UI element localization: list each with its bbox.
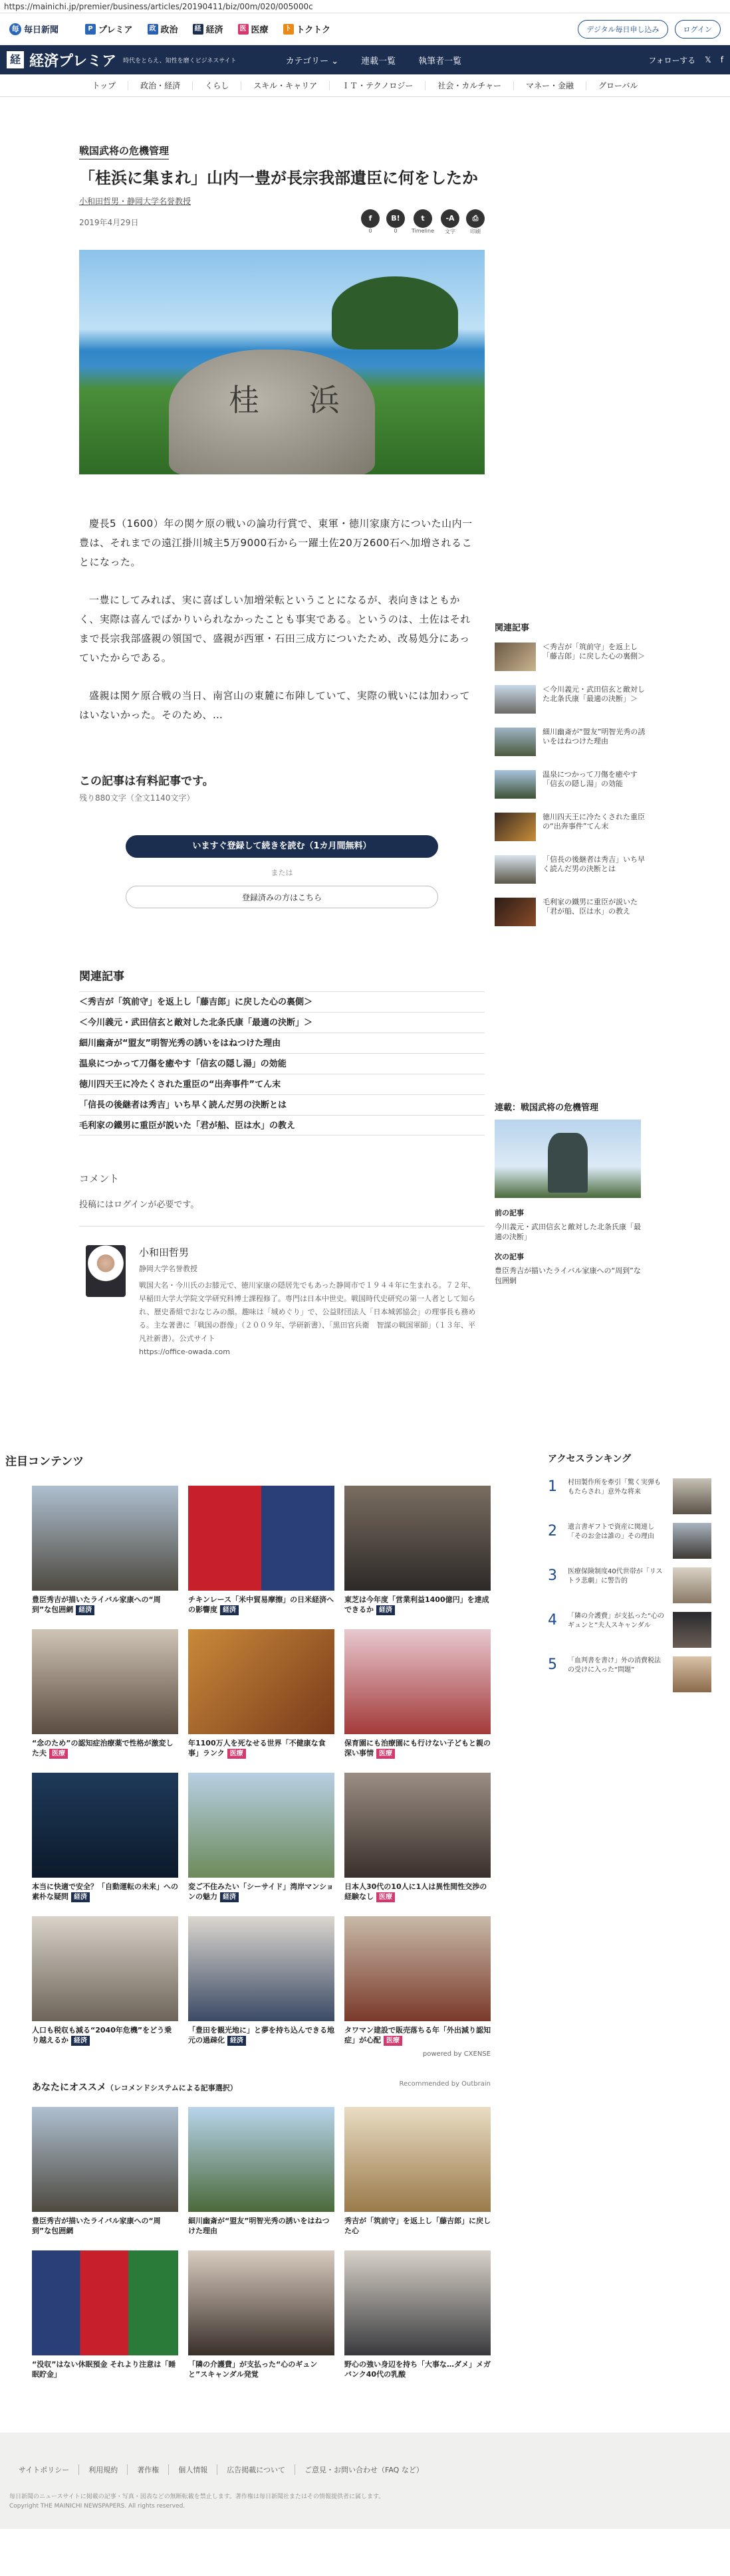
card-tag: 医療 bbox=[384, 2036, 402, 2046]
card-image bbox=[32, 1916, 178, 2021]
font-size-icon: -A bbox=[441, 209, 459, 228]
card-caption-text: 東芝は今年度「営業利益1400億円」を達成できるか bbox=[344, 1595, 489, 1614]
content-card[interactable] bbox=[344, 1629, 491, 1758]
category-skill[interactable]: スキル・キャリア bbox=[241, 81, 330, 90]
facebook-icon[interactable]: f bbox=[720, 55, 723, 64]
brand-name: 経済プレミア bbox=[29, 52, 117, 70]
ranking-title: アクセスランキング bbox=[548, 1454, 632, 1464]
service-medical[interactable] bbox=[238, 23, 269, 35]
access-ranking bbox=[548, 1452, 727, 1701]
chevron-down-icon: ⌄ bbox=[331, 56, 339, 66]
footer-copyright: Copyright THE MAINICHI NEWSPAPERS. All rights reserved. bbox=[9, 2503, 185, 2510]
content-card[interactable] bbox=[32, 1773, 178, 1902]
ranking-item[interactable] bbox=[548, 1612, 727, 1650]
related-item[interactable]: 細川幽斎が“盟友”明智光秀の誘いをはねつけた理由 bbox=[79, 1033, 485, 1053]
ranking-item[interactable] bbox=[548, 1523, 727, 1561]
card-tag: 医療 bbox=[49, 1749, 68, 1759]
sidebar-thumb bbox=[495, 855, 536, 884]
recommend-grid bbox=[32, 2107, 491, 2379]
card-image bbox=[32, 2250, 178, 2355]
card-tag: 経済 bbox=[220, 1892, 239, 1902]
share-twitter[interactable] bbox=[412, 209, 434, 235]
category-global[interactable]: グローバル bbox=[598, 80, 638, 90]
share-hatena[interactable] bbox=[386, 209, 405, 235]
sidebar-item-label: 細川幽斎が“盟友”明智光秀の誘いをはねつけた理由 bbox=[543, 728, 646, 745]
card-caption bbox=[344, 1882, 491, 1902]
service-label: 経済 bbox=[205, 25, 223, 35]
paywall bbox=[79, 771, 485, 908]
comment-login-note: 投稿にはログインが必要です。 bbox=[79, 1192, 485, 1227]
author-profile bbox=[79, 1245, 485, 1359]
content-card[interactable] bbox=[32, 1916, 178, 2045]
follow-label: フォローする bbox=[648, 55, 696, 65]
service-economy[interactable] bbox=[193, 23, 223, 35]
sidebar-item-label: 毛利家の鐵男に重臣が説いた「君が船、臣は水」の教え bbox=[543, 898, 638, 916]
facebook-icon: f bbox=[361, 209, 380, 228]
ranking-item-label: 「血判書を書け」外の消費税法の受けに入った“問題” bbox=[568, 1657, 661, 1674]
card-caption bbox=[32, 1738, 178, 1758]
ranking-number: 2 bbox=[548, 1523, 557, 1539]
content-card[interactable] bbox=[188, 1773, 334, 1902]
card-image bbox=[188, 2250, 334, 2355]
card-tag: 医療 bbox=[376, 1749, 395, 1759]
sidebar-item-label: 徳川四天王に冷たくされた重臣の“出奔事件”てん末 bbox=[543, 813, 645, 831]
related-item[interactable]: 徳川四天王に冷たくされた重臣の“出奔事件”てん末 bbox=[79, 1074, 485, 1094]
card-image bbox=[344, 1486, 491, 1591]
series-image bbox=[495, 1120, 641, 1198]
comment-title: コメント bbox=[79, 1173, 120, 1185]
print-icon: ⎙ bbox=[466, 209, 485, 228]
card-tag: 経済 bbox=[76, 1605, 94, 1615]
card-image bbox=[188, 1486, 334, 1591]
article-date: 2019年4月29日 bbox=[79, 218, 139, 227]
card-caption: 野心の強い身辺を持ち「大事な…ダメ」メガバンク40代の乳酸 bbox=[344, 2360, 491, 2379]
footer-terms[interactable]: 利用規約 bbox=[79, 2464, 128, 2475]
author-link[interactable]: 小和田哲男・静岡大学名誉教授 bbox=[79, 197, 191, 206]
premier-icon: P bbox=[85, 24, 96, 35]
tokutoku-icon: ト bbox=[283, 24, 294, 35]
card-image bbox=[344, 2250, 491, 2355]
ranking-thumb bbox=[673, 1567, 711, 1603]
card-image bbox=[188, 1916, 334, 2021]
subscribe-read-button[interactable]: いますぐ登録して続きを読む（1カ月間無料） bbox=[126, 835, 438, 858]
card-tag: 経済 bbox=[227, 2036, 246, 2046]
header-nav bbox=[286, 54, 462, 66]
card-caption bbox=[32, 2025, 178, 2045]
paragraph: 慶長5（1600）年の関ケ原の戦いの論功行賞で、東軍・徳川家康方についた山内一豊は、それまでの遠江掛川城主5万9000石から一躍土佐20万2600石へ加増されることになった。 bbox=[79, 518, 473, 568]
category-it[interactable]: ＩＴ・テクノロジー bbox=[330, 81, 426, 90]
paragraph: 一豊にしてみれば、実に喜ばしい加増栄転ということになるが、表向きはともかく、実際は喜んでばかりいられなかったことも事実である。というのは、土佐はそれまで長宗我部盛親の領国で、盛親が西軍・石田三成方についたため、改易処分にあっていたからである。 bbox=[79, 594, 471, 664]
twitter-icon: t bbox=[414, 209, 432, 228]
cxense-credit: powered by CXENSE bbox=[422, 2050, 491, 2058]
service-label: プレミア bbox=[98, 25, 133, 35]
card-tag: 経済 bbox=[71, 2036, 90, 2046]
reco-card[interactable] bbox=[344, 2107, 491, 2236]
article-main bbox=[79, 97, 485, 1359]
mainichi-topbar bbox=[0, 13, 730, 45]
ranking-number: 5 bbox=[548, 1656, 557, 1673]
footer-copyright-link[interactable]: 著作権 bbox=[128, 2464, 169, 2475]
article-title: 「桂浜に集まれ」山内一豊が長宗我部遺臣に何をしたか bbox=[79, 169, 478, 187]
ranking-item[interactable] bbox=[548, 1567, 727, 1605]
card-image bbox=[32, 2107, 178, 2212]
content-card[interactable] bbox=[344, 1486, 491, 1615]
service-politics[interactable] bbox=[148, 23, 178, 35]
sidebar-item[interactable] bbox=[495, 855, 648, 884]
card-caption bbox=[188, 2025, 334, 2045]
category-living[interactable]: くらし bbox=[193, 81, 241, 90]
author-avatar bbox=[86, 1245, 126, 1297]
card-caption: 豊臣秀吉が描いたライバル家康への“周到”な包囲網 bbox=[32, 2217, 161, 2235]
category-bar bbox=[0, 74, 730, 97]
card-image bbox=[32, 1629, 178, 1734]
card-tag: 経済 bbox=[376, 1605, 395, 1615]
ranking-thumb bbox=[673, 1656, 711, 1692]
category-politics[interactable]: 政治・経済 bbox=[128, 81, 193, 90]
card-caption-text: “念のため”の認知症治療薬で性格が激変した夫 bbox=[32, 1739, 174, 1757]
card-caption-text: 豊臣秀吉が描いたライバル家康への“周到”な包囲網 bbox=[32, 1595, 161, 1614]
card-caption bbox=[344, 1738, 491, 1758]
card-caption bbox=[188, 1882, 334, 1902]
share-count: 印刷 bbox=[470, 229, 481, 235]
card-caption bbox=[32, 1595, 178, 1615]
card-caption-text: 日本人30代の10人に1人は異性間性交渉の経験なし bbox=[344, 1882, 487, 1901]
login-button[interactable]: ログイン bbox=[675, 20, 721, 39]
sidebar-item[interactable] bbox=[495, 685, 648, 714]
card-caption-text: 「豊田を観光地に」と夢を持ち込んできる地元の過疎化 bbox=[188, 2026, 334, 2044]
author-title: 静岡大学名誉教授 bbox=[139, 1264, 197, 1273]
card-tag: 経済 bbox=[220, 1605, 239, 1615]
ranking-thumb bbox=[673, 1612, 711, 1648]
card-caption-text: 保育園にも治療園にも行けない子どもと親の深い事情 bbox=[344, 1739, 491, 1757]
card-caption-text: 本当に快適で安全？「自動運転の未来」への素朴な疑問 bbox=[32, 1882, 178, 1901]
footer-privacy[interactable]: 個人情報 bbox=[169, 2464, 217, 2475]
author-bio: 戦国大名・今川氏のお膝元で、徳川家康の隠居先でもあった静岡市で１９４４年に生まれる。７２年、早稲田大学大学院文学研究科博士課程修了。専門は日本中世史。戦国時代史研究の第一人者として知られ、歴史番組でおなじみの顔。趣味は「城めぐり」で、公益財団法人「日本城郭協会」の理事長も務める。主な著書に「戦国の群像」（２００９年、学研新書）、「黒田官兵衛 智謀の戦国軍師」（１３年、平凡社新書）。公式サイト bbox=[139, 1281, 476, 1343]
recommend-title-text: あなたにオススメ bbox=[32, 2082, 106, 2093]
card-caption bbox=[188, 1738, 334, 1758]
mainichi-logo-icon: 毎 bbox=[9, 23, 21, 35]
card-image bbox=[32, 1773, 178, 1878]
ranking-item[interactable] bbox=[548, 1478, 727, 1516]
card-caption-text: チキンレース「米中貿易摩擦」の日米経済への影響度 bbox=[188, 1595, 334, 1614]
footer-notice: 毎日新聞のニュースサイトに掲載の記事・写真・図表などの無断転載を禁止します。著作権は毎日新聞社またはその情報提供者に属します。 bbox=[9, 2494, 385, 2500]
content-card[interactable] bbox=[344, 1773, 491, 1902]
hero-island bbox=[332, 276, 458, 349]
author-site-link[interactable]: https://office-owada.com bbox=[139, 1347, 230, 1356]
brand-logo[interactable] bbox=[7, 50, 116, 70]
card-caption: 「隣の介護費」が支払った“心のギュンと”スキャンダル発覚 bbox=[188, 2360, 318, 2379]
series-kicker[interactable]: 戦国武将の危機管理 bbox=[79, 144, 169, 159]
sidebar-thumb bbox=[495, 770, 536, 799]
sidebar-item-label: ＜秀吉が「筑前守」を返上し「藤吉郎」に戻した心の裏側＞ bbox=[543, 643, 645, 660]
nav-category[interactable] bbox=[286, 54, 339, 66]
or-divider: または bbox=[271, 868, 293, 877]
related-item[interactable]: 「信長の後継者は秀吉」いち早く読んだ男の決断とは bbox=[79, 1094, 485, 1115]
reco-card[interactable] bbox=[32, 2250, 178, 2379]
site-footer bbox=[0, 2432, 730, 2529]
ranking-item[interactable] bbox=[548, 1656, 727, 1694]
mainichi-logo-text: 毎日新聞 bbox=[24, 25, 59, 35]
nav-label: カテゴリー bbox=[285, 56, 329, 66]
content-card[interactable] bbox=[188, 1916, 334, 2045]
category-top[interactable]: トップ bbox=[80, 81, 129, 90]
next-label: 次の記事 bbox=[495, 1252, 524, 1261]
card-caption bbox=[188, 1595, 334, 1615]
ranking-thumb bbox=[673, 1523, 711, 1559]
hero-image bbox=[79, 250, 485, 474]
sidebar-item[interactable] bbox=[495, 898, 648, 926]
series-box bbox=[495, 1100, 648, 1286]
ranking-item-label: 医療保険制度40代世帯が「リストラ悲劇」に警告的 bbox=[568, 1568, 663, 1585]
sidebar-thumb bbox=[495, 643, 536, 671]
sidebar-thumb bbox=[495, 685, 536, 714]
card-caption-text: 人口も税収も減る“2040年危機”をどう乗り越えるか bbox=[32, 2026, 172, 2044]
sidebar-thumb bbox=[495, 728, 536, 756]
member-login-button[interactable]: 登録済みの方はこちら bbox=[126, 886, 438, 908]
series-title[interactable]: 連載：戦国武将の危機管理 bbox=[495, 1103, 599, 1113]
font-size-button[interactable] bbox=[441, 209, 459, 235]
sidebar-item-label: ＜今川義元・武田信玄と敵対した北条氏康「最適の決断」＞ bbox=[543, 685, 645, 703]
mainichi-logo[interactable] bbox=[9, 23, 59, 35]
reco-card[interactable] bbox=[188, 2250, 334, 2379]
ranking-number: 3 bbox=[548, 1567, 557, 1584]
card-tag: 医療 bbox=[376, 1892, 395, 1902]
related-articles bbox=[79, 967, 485, 1136]
share-facebook[interactable] bbox=[361, 209, 380, 235]
footer-ads[interactable]: 広告掲載について bbox=[217, 2464, 295, 2475]
service-label: トクトク bbox=[296, 25, 331, 35]
spotlight-grid bbox=[32, 1486, 491, 2045]
card-image bbox=[32, 1486, 178, 1591]
sidebar-thumb bbox=[495, 898, 536, 926]
comment-section bbox=[79, 1171, 485, 1227]
article-body bbox=[79, 514, 478, 725]
ranking-number: 1 bbox=[548, 1478, 557, 1495]
card-caption bbox=[344, 1595, 491, 1615]
monument-inscription: 桂 浜 bbox=[229, 382, 360, 418]
content-card[interactable] bbox=[32, 1486, 178, 1615]
card-caption: “没収”はない休眠預金 それより注意は「睡眠貯金」 bbox=[32, 2360, 176, 2379]
sidebar-item[interactable] bbox=[495, 728, 648, 756]
footer-site-policy[interactable]: サイトポリシー bbox=[9, 2464, 79, 2475]
spotlight-section bbox=[0, 1452, 730, 2379]
card-image bbox=[188, 1629, 334, 1734]
content-wrap bbox=[79, 97, 651, 1359]
share-count: 0 bbox=[394, 228, 398, 234]
ranking-item-label: 村田製作所を牽引「驚く実弾ももたらされ」意外な将来 bbox=[568, 1479, 661, 1496]
category-society[interactable]: 社会・カルチャー bbox=[426, 81, 514, 90]
card-image bbox=[188, 1773, 334, 1878]
nav-authors[interactable]: 執筆者一覧 bbox=[418, 56, 462, 66]
paragraph: 盛親は関ケ原合戦の当日、南宮山の東麓に布陣していて、実際の戦いには加わってはいないかった。そのため、… bbox=[79, 690, 471, 721]
related-title: 関連記事 bbox=[79, 970, 124, 983]
paywall-remaining: 残り880文字（全文1140文字） bbox=[79, 793, 195, 803]
service-label: 政治 bbox=[160, 25, 178, 35]
hatena-icon: B! bbox=[386, 209, 405, 228]
twitter-icon[interactable]: 𝕏 bbox=[705, 55, 711, 64]
content-card[interactable] bbox=[344, 1916, 491, 2045]
card-image bbox=[344, 1916, 491, 2021]
site-header bbox=[0, 45, 730, 74]
related-item[interactable]: ＜今川義元・武田信玄と敵対した北条氏康「最適の決断」＞ bbox=[79, 1012, 485, 1033]
related-item[interactable]: ＜秀吉が「筑前守」を返上し「藤吉郎」に戻した心の裏側＞ bbox=[79, 991, 485, 1012]
recommend-section bbox=[32, 2080, 491, 2379]
sidebar-title: 関連記事 bbox=[495, 623, 530, 633]
card-caption bbox=[32, 1882, 178, 1902]
card-image bbox=[188, 2107, 334, 2212]
share-bar bbox=[361, 209, 485, 235]
hero-stone-monument bbox=[169, 349, 375, 474]
address-bar[interactable]: https://mainichi.jp/premier/business/articles/20190411/biz/00m/020/005000c bbox=[0, 0, 730, 13]
card-tag: 医療 bbox=[227, 1749, 246, 1759]
card-caption: 細川幽斎が“盟友”明智光秀の誘いをはねつけた理由 bbox=[188, 2217, 330, 2235]
politics-icon: 政 bbox=[148, 24, 158, 35]
sidebar-item-label: 温泉につかって刀傷を癒やす「信玄の隠し湯」の効能 bbox=[543, 770, 638, 788]
related-item[interactable]: 温泉につかって刀傷を癒やす「信玄の隠し湯」の効能 bbox=[79, 1053, 485, 1074]
author-name[interactable]: 小和田哲男 bbox=[139, 1246, 189, 1258]
ranking-item-label: 遺言書ギフトで資産に関連し「そのお金は誰の」その理由 bbox=[568, 1524, 654, 1540]
card-caption-text: タワマン建設で販売落ちる年「外出減り認知症」が心配 bbox=[344, 2026, 491, 2044]
card-image bbox=[344, 1773, 491, 1878]
prev-label: 前の記事 bbox=[495, 1209, 524, 1217]
sidebar-item[interactable] bbox=[495, 813, 648, 841]
card-tag: 経済 bbox=[71, 1892, 90, 1902]
card-image bbox=[344, 2107, 491, 2212]
paywall-title: この記事は有料記事です。 bbox=[79, 775, 214, 788]
ranking-item-label: 「隣の介護費」が支払った“心のギュンと”夫人スキャンダル bbox=[568, 1613, 665, 1629]
sidebar-thumb bbox=[495, 813, 536, 841]
next-article-link[interactable]: 豊臣秀吉が描いたライバル家康への“周到”な包囲網 bbox=[495, 1266, 641, 1285]
ranking-thumb bbox=[673, 1478, 711, 1514]
share-count: 0 bbox=[368, 228, 372, 234]
outbrain-credit[interactable]: Recommended by Outbrain bbox=[399, 2080, 491, 2088]
reco-card[interactable] bbox=[32, 2107, 178, 2236]
sidebar-item[interactable] bbox=[495, 770, 648, 799]
economy-icon: 経 bbox=[193, 24, 203, 35]
sidebar-related bbox=[495, 621, 648, 940]
related-item[interactable]: 毛利家の鐵男に重臣が説いた「君が船、臣は水」の教え bbox=[79, 1115, 485, 1136]
card-caption bbox=[344, 2025, 491, 2045]
share-count: 文字 bbox=[445, 229, 455, 235]
content-card[interactable] bbox=[188, 1629, 334, 1758]
category-money[interactable]: マネー・金融 bbox=[514, 81, 586, 90]
recommend-subtitle: （レコメンドシステムによる記事選択） bbox=[106, 2084, 237, 2092]
content-card[interactable] bbox=[32, 1629, 178, 1758]
card-image bbox=[344, 1629, 491, 1734]
sidebar-item[interactable] bbox=[495, 643, 648, 671]
spotlight-title: 注目コンテンツ bbox=[5, 1455, 84, 1468]
share-count: Timeline bbox=[411, 228, 434, 234]
print-button[interactable] bbox=[466, 209, 485, 235]
subscribe-button[interactable]: デジタル毎日申し込み bbox=[578, 20, 668, 39]
brand-icon: 経 bbox=[7, 51, 24, 68]
card-caption-text: 変ご不住みたい「シーサイド」湾岸マンションの魅力 bbox=[188, 1882, 334, 1901]
service-premier[interactable] bbox=[85, 23, 132, 35]
prev-article-link[interactable]: 今川義元・武田信玄と敵対した北条氏康「最適の決断」 bbox=[495, 1223, 641, 1241]
recommend-title bbox=[32, 2080, 237, 2094]
ranking-number: 4 bbox=[548, 1612, 557, 1629]
footer-contact[interactable]: ご意見・お問い合わせ（FAQ など） bbox=[304, 2466, 424, 2474]
card-caption-text: 年1100万人を死なせる世界「不健康な食事」ランク bbox=[188, 1739, 326, 1757]
card-caption: 秀吉が「筑前守」を返上し「藤吉郎」に戻した心 bbox=[344, 2217, 491, 2235]
medical-icon: 医 bbox=[238, 24, 249, 35]
reco-card[interactable] bbox=[188, 2107, 334, 2236]
content-card[interactable] bbox=[188, 1486, 334, 1615]
sidebar-item-label: 「信長の後継者は秀吉」いち早く読んだ男の決断とは bbox=[543, 855, 645, 873]
nav-series[interactable]: 連載一覧 bbox=[361, 56, 396, 66]
brand-tagline: 時代をとらえ、知性を磨くビジネスサイト bbox=[123, 57, 237, 64]
reco-card[interactable] bbox=[344, 2250, 491, 2379]
service-label: 医療 bbox=[251, 25, 269, 35]
service-tokutoku[interactable] bbox=[283, 23, 330, 35]
